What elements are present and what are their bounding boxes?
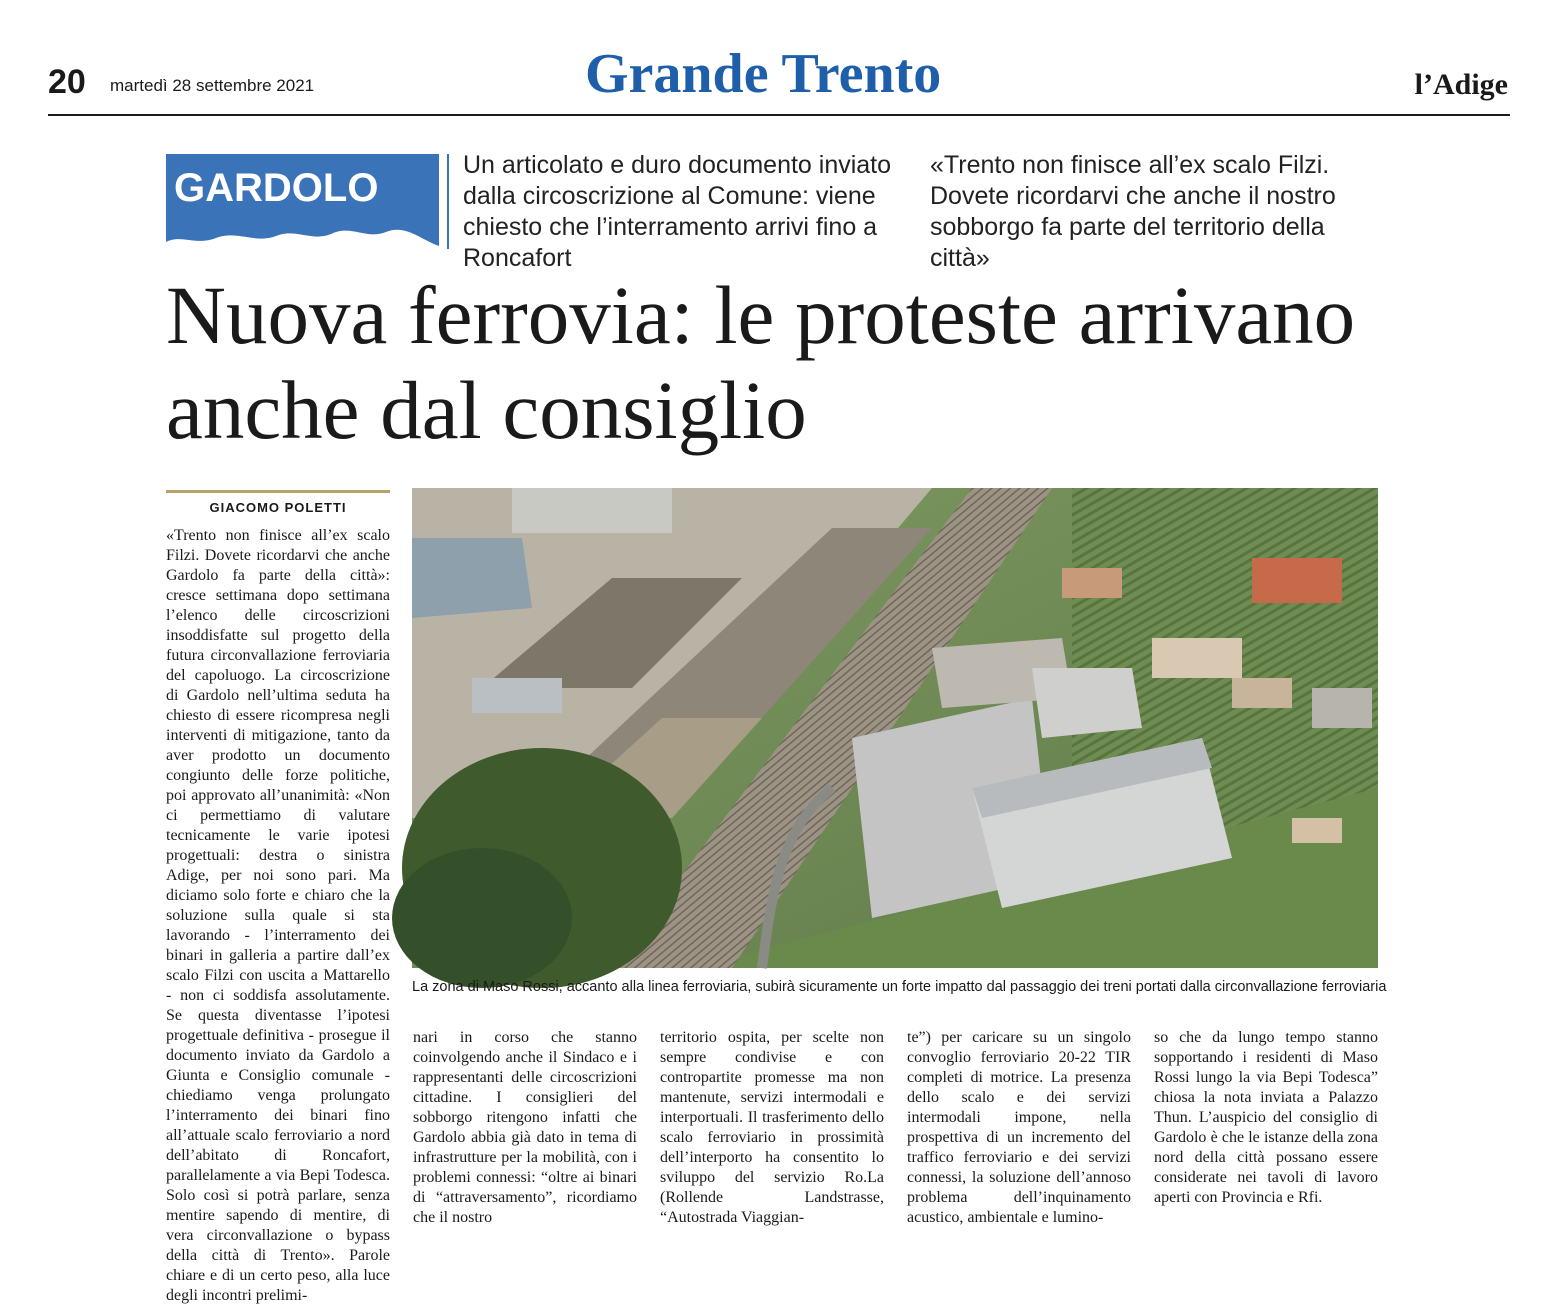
deck-summary: Un articolato e duro documento inviato dalla circoscrizione al Comune: viene chiesto che l’interramento arrivi fino a Roncafort (463, 151, 892, 272)
aerial-photo (412, 488, 1378, 968)
kicker-divider (447, 154, 449, 249)
kicker-label: GARDOLO (174, 166, 379, 210)
byline: GIACOMO POLETTI (209, 500, 347, 515)
article-column-2: nari in corso che stanno coinvolgendo anche il Sindaco e i rappresentanti delle circoscrizioni cittadine. I consiglieri del sobborgo ritengono infatti che Gardolo abbia già dato in tema di infrastrutture per la mobilità, con i problemi connessi: “oltre ai binari di “attraversamento”, ricordiamo che il nostro (413, 1029, 637, 1226)
headline: Nuova ferrovia: le proteste arrivano anche dal consiglio (166, 269, 1356, 456)
section-title: Grande Trento (585, 43, 942, 105)
newspaper-logo: l’Adige (1414, 68, 1508, 101)
deck-quote: «Trento non finisce all’ex scalo Filzi. Dovete ricordarvi che anche il nostro sobborgo fa parte del territorio della città» (930, 151, 1336, 272)
byline-divider (166, 490, 390, 493)
photo-caption: La zona di Maso Rossi, accanto alla linea ferroviaria, subirà sicuramente un forte impatto dal passaggio dei treni portati dalla circonvallazione ferroviaria (412, 979, 1387, 995)
header-divider (48, 114, 1510, 116)
article-column-1: «Trento non finisce all’ex scalo Filzi. Dovete ricordarvi che anche Gardolo fa parte della città»: cresce settimana dopo settimana l’elenco delle circoscrizioni insoddisfatte sul progetto della futura circonvallazione ferroviaria del capoluogo. La circoscrizione di Gardolo nell’ultima seduta ha chiesto di essere ricompresa negli interventi di mitigazione, tanto da aver prodotto un documento congiunto delle forze politiche, poi approvato all’unanimità: «Non ci permettiamo di valutare tecnicamente le varie ipotesi progettuali: destra o sinistra Adige, per noi sono pari. Ma diciamo solo forte e chiaro che la soluzione sulla quale si sta lavorando - l’interramento dei binari in galleria a partire dall’ex scalo Filzi con uscita a Mattarello - non ci soddisfa assolutamente. Se questa diventasse l’ipotesi progettuale definitiva - prosegue il documento inviato da Gardolo a Giunta e Consiglio comunale - chiediamo venga prolungato l’interramento dei binari fino all’attuale scalo ferroviario a nord dell’abitato di Roncafort, parallelamente a via Bepi Todesca. Solo così si potrà parlare, senza mentire sapendo di mentire, di vera circonvallazione o bypass della città di Trento». Parole chiare e di un certo peso, alla luce degli incontri prelimi- (166, 527, 390, 1304)
article-column-4: te”) per caricare su un singolo convoglio ferroviario 20-22 TIR completi di motrice. La presenza dello scalo e dei servizi intermodali impone, nella prospettiva di un incremento del traffico ferroviario e dei servizi connessi, la soluzione dell’annoso problema dell’inquinamento acustico, ambientale e lumino- (907, 1029, 1131, 1226)
article-column-5: so che da lungo tempo stanno sopportando i residenti di Maso Rossi lungo la via Bepi Todesca” chiosa la nota inviata a Palazzo Thun. L’auspicio del consiglio di Gardolo è che le istanze della zona nord della città possano essere considerate nei tavoli di lavoro aperti con Provincia e Rfi. (1154, 1029, 1378, 1206)
publication-date: martedì 28 settembre 2021 (110, 76, 315, 95)
page-number: 20 (48, 63, 86, 101)
article-column-3: territorio ospita, per scelte non sempre condivise e con contropartite promesse ma non mantenute, servizi intermodali e interportuali. Il trasferimento dello scalo ferroviario in prossimità dell’interporto ha consentito lo sviluppo del servizio Ro.La (Rollende Landstrasse, “Autostrada Viaggian- (660, 1029, 884, 1226)
